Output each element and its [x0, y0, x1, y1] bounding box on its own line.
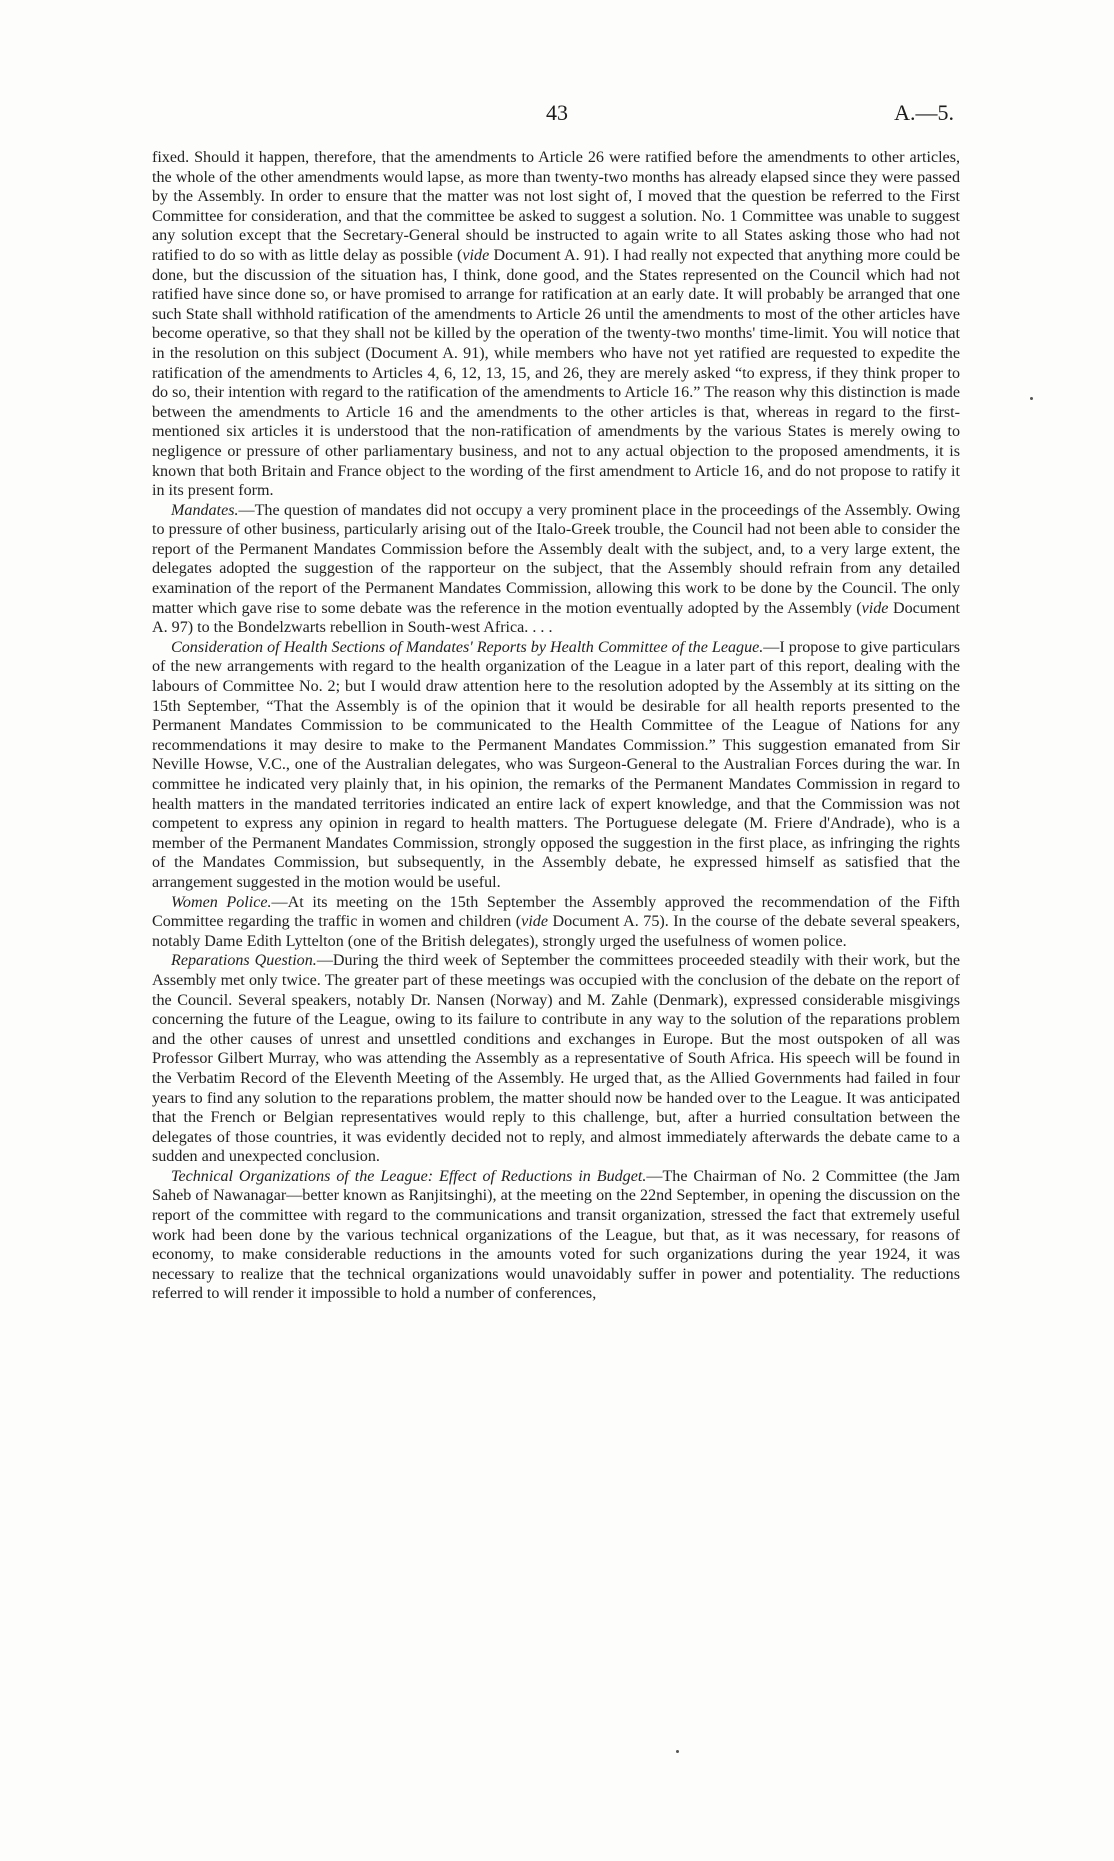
section-heading-women-police: Women Police. — [171, 893, 272, 911]
paragraph-text: Document A. 91). I had really not expected that anything more could be done, but the discussion of the situation has, I think, done good, and the States represented on the Council which had not ratified have since done so, or have promised to arrange for ratification at an early date. It will probably be arranged that one such State shall withhold ratification of the amendments to Article 26 until the amendments to most of the other articles have become operative, so that they shall not be killed by the operation of the twenty-two months' time-limit. You will notice that in the resolution on this subject (Document A. 91), while members who have not yet ratified are requested to expedite the ratification of the amendments to Articles 4, 6, 12, 13, 15, and 26, they are merely asked “to express, if they think proper to do so, their intention with regard to the ratification of the amendments to Article 16.” The reason why this distinction is made between the amendments to Article 16 and the amendments to the other articles is that, whereas in regard to the first-mentioned six articles it is understood that the non-ratification of amendments by the various States is merely owing to negligence or pressure of other parliamentary business, and not to any actual objection to the proposed amendments, it is known that both Britain and France object to the wording of the first amendment to Article 16, and do not propose to ratify it in its present form. — [152, 246, 960, 500]
paragraph-text: —I propose to give particulars of the new arrangements with regard to the health organization of the League in a later part of this report, dealing with the labours of Committee No. 2; but I would draw attention here to the resolution adopted by the Assembly at its sitting on the 15th September, “That the Assembly is of the opinion that it would be desirable for all health reports presented to the Permanent Mandates Commission to be communicated to the Health Committee of the League of Nations for any recommendations it may desire to make to the Permanent Mandates Commission.” This suggestion emanated from Sir Neville Howse, V.C., one of the Australian delegates, who was Surgeon-General to the Australian Forces during the war. In committee he indicated very plainly that, in his opinion, the remarks of the Permanent Mandates Commission in regard to health matters in the mandated territories indicated an entire lack of expert knowledge, and that the Commission was not competent to express any opinion in regard to health matters. The Portuguese delegate (M. Friere d'Andrade), who is a member of the Permanent Mandates Commission, strongly opposed the suggestion in the first place, as infringing the rights of the Mandates Commission, but subsequently, in the Assembly debate, he expressed himself as satisfied that the arrangement suggested in the motion would be useful. — [152, 638, 960, 891]
paragraph-text: —During the third week of September the committees proceeded steadily with their work, but the Assembly met only twice. The greater part of these meetings was occupied with the conclusion of the debate on the report of the Council. Several speakers, notably Dr. Nansen (Norway) and M. Zahle (Denmark), expressed considerable misgivings concerning the future of the League, owing to its failure to contribute in any way to the solution of the reparations problem and the other causes of unrest and unsettled conditions and exchanges in Europe. But the most outspoken of all was Professor Gilbert Murray, who was attending the Assembly as a representative of South Africa. His speech will be found in the Verbatim Record of the Eleventh Meeting of the Assembly. He urged that, as the Allied Governments had failed in four years to find any solution to the reparations problem, the matter should now be handed over to the League. It was anticipated that the French or Belgian representatives would reply to this challenge, but, after a hurried consultation between the delegates of those countries, it was evidently decided not to reply, and almost immediately afterwards the debate came to a sudden and unexpected conclusion. — [152, 952, 961, 1166]
paragraph-technical-organizations — [152, 1167, 960, 1304]
section-heading-reparations: Reparations Question. — [171, 952, 317, 970]
paragraph-women-police — [152, 893, 960, 952]
section-heading-technical: Technical Organizations of the League: Effect of Reductions in Budget. — [171, 1167, 647, 1185]
section-heading-mandates: Mandates. — [171, 501, 239, 519]
paragraph-reparations — [152, 951, 960, 1167]
vide-reference: vide — [861, 599, 889, 617]
paragraph-mandates — [152, 501, 960, 638]
margin-speck — [676, 1750, 679, 1753]
paragraph-text: —The Chairman of No. 2 Committee (the Jam Saheb of Nawanagar—better known as Ranjitsinghi), at the meeting on the 22nd September, in opening the discussion on the report of the committee with regard to the communications and transit organization, stressed the fact that extremely useful work had been done by the various technical organizations of the League, but that, as it was necessary, for reasons of economy, to make considerable reductions in the amounts voted for such organizations during the year 1924, it was necessary to realize that the technical organizations would unavoidably suffer in power and potentiality. The reductions referred to will render it impossible to hold a number of conferences, — [152, 1167, 960, 1303]
paragraph-text: Document A. 75). In the course of the debate several speakers, notably Dame Edith Lyttelton (one of the British delegates), strongly urged the usefulness of women police. — [152, 913, 960, 950]
paragraph-article-26 — [152, 148, 960, 501]
vide-reference: vide — [521, 913, 548, 931]
section-heading-health: Consideration of Health Sections of Mandates' Reports by Health Committee of the League. — [171, 638, 764, 656]
document-reference: A.—5. — [894, 100, 954, 125]
paragraph-text: Document A. 97) to the Bondelzwarts rebellion in South-west Africa. . . . — [152, 599, 960, 637]
paragraph-text: fixed. Should it happen, therefore, that the amendments to Article 26 were ratified before the amendments to other articles, the whole of the other amendments would lapse, as more than twenty-two months has already elapsed since they were passed by the Assembly. In order to ensure that the matter was not lost sight of, I moved that the question be referred to the First Committee for consideration, and that the committee be asked to suggest a solution. No. 1 Committee was unable to suggest any solution except that the Secretary-General should be instructed to again write to all States asking those who had not ratified to do so with as little delay as possible ( — [152, 149, 960, 264]
paragraph-text: —At its meeting on the 15th September the Assembly approved the recommendation of the Fifth Committee regarding the traffic in women and children ( — [152, 893, 960, 931]
body-text — [152, 148, 960, 1304]
page-number: 43 — [546, 100, 568, 125]
paragraph-text: —The question of mandates did not occupy a very prominent place in the proceedings of the Assembly. Owing to pressure of other business, particularly arising out of the Italo-Greek trouble, the Council had not been able to consider the report of the Permanent Mandates Commission before the Assembly dealt with the subject, and, to a very large extent, the delegates adopted the suggestion of the rapporteur on the subject, that the Assembly should refrain from any detailed examination of the report of the Permanent Mandates Commission, allowing this work to be done by the Council. The only matter which gave rise to some debate was the reference in the motion eventually adopted by the Assembly ( — [152, 501, 960, 617]
paragraph-health-sections — [152, 638, 960, 893]
margin-speck — [1030, 397, 1033, 400]
vide-reference: vide — [462, 246, 490, 264]
